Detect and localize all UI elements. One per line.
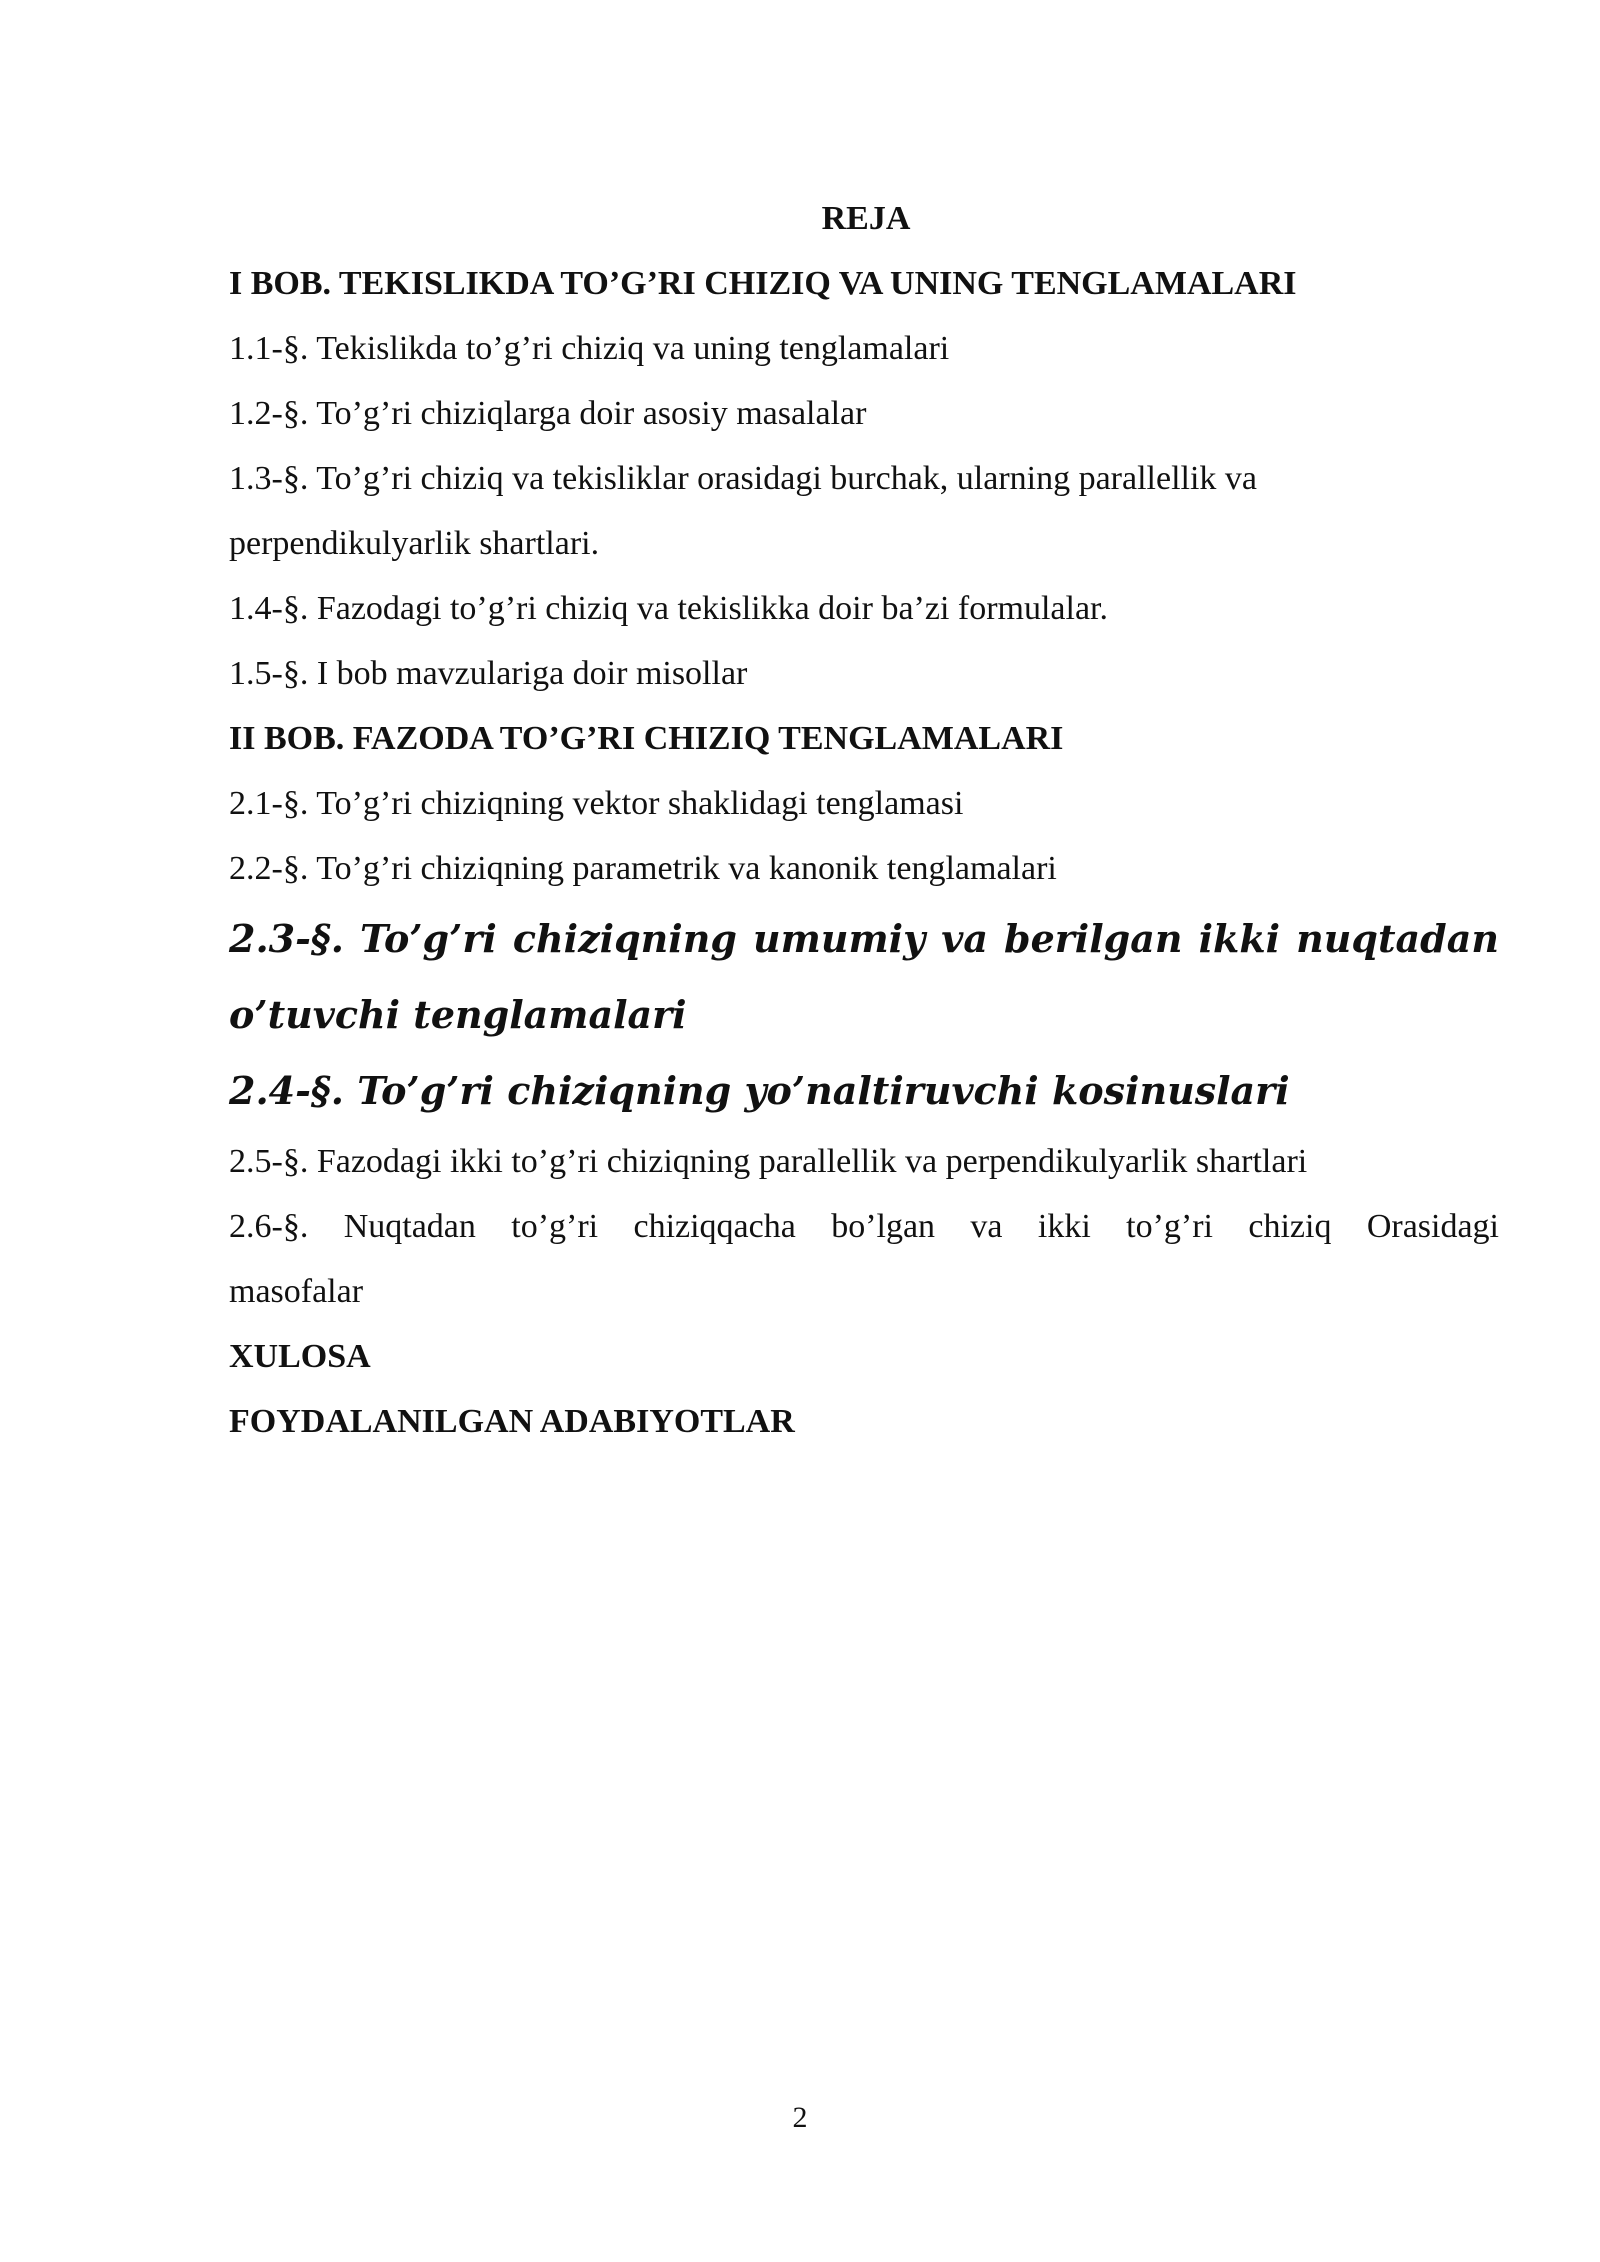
toc-item-1-4: 1.4-§. Fazodagi to’g’ri chiziq va tekislikka doir ba’zi formulalar. xyxy=(229,590,1109,627)
chapter-2-heading: II BOB. FAZODA TO’G’RI CHIZIQ TENGLAMALARI xyxy=(229,720,1064,757)
toc-item-1-2: 1.2-§. To’g’ri chiziqlarga doir asosiy masalalar xyxy=(229,395,867,432)
toc-item-2-4: 2.4-§. To’g’ri chiziqning yo’naltiruvchi kosinuslari xyxy=(229,1068,1290,1113)
toc-item-1-3-continued: perpendikulyarlik shartlari. xyxy=(229,525,600,562)
toc-item-1-1: 1.1-§. Tekislikda to’g’ri chiziq va uning tenglamalari xyxy=(229,330,950,367)
page-number: 2 xyxy=(792,2101,808,2134)
toc-item-1-3: 1.3-§. To’g’ri chiziq va tekisliklar orasidagi burchak, ularning parallellik va xyxy=(229,460,1258,497)
toc-item-2-6-continued: masofalar xyxy=(229,1273,364,1310)
toc-item-2-3: 2.3-§. To’g’ri chiziqning umumiy va berilgan ikki nuqtadan xyxy=(229,916,1499,961)
toc-item-2-5: 2.5-§. Fazodagi ikki to’g’ri chiziqning parallellik va perpendikulyarlik shartlari xyxy=(229,1143,1308,1180)
table-of-contents xyxy=(229,186,1499,1454)
conclusion-heading: XULOSA xyxy=(229,1338,371,1375)
chapter-1-heading: I BOB. TEKISLIKDA TO’G’RI CHIZIQ VA UNING TENGLAMALARI xyxy=(229,265,1297,302)
toc-item-2-6: 2.6-§. Nuqtadan to’g’ri chiziqqacha bo’lgan va ikki to’g’ri chiziq Orasidagi xyxy=(229,1208,1499,1245)
toc-item-2-2: 2.2-§. To’g’ri chiziqning parametrik va kanonik tenglamalari xyxy=(229,850,1057,887)
toc-item-2-3-continued: o’tuvchi tenglamalari xyxy=(229,992,687,1037)
references-heading: FOYDALANILGAN ADABIYOTLAR xyxy=(229,1403,795,1440)
toc-item-1-5: 1.5-§. I bob mavzulariga doir misollar xyxy=(229,655,748,692)
page-title: REJA xyxy=(821,200,911,237)
toc-item-2-1: 2.1-§. To’g’ri chiziqning vektor shaklidagi tenglamasi xyxy=(229,785,964,822)
